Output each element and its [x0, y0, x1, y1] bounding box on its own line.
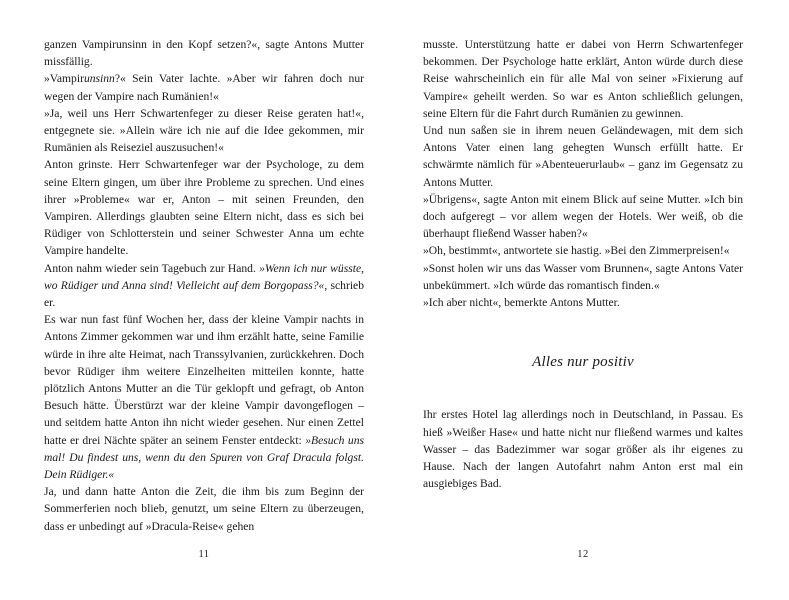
left-page-text — [44, 36, 364, 535]
right-paragraphs-after-heading — [423, 406, 743, 492]
paragraph — [44, 36, 364, 70]
paragraph — [423, 191, 743, 243]
paragraph — [423, 122, 743, 191]
text-run: »Ja, weil uns Herr Schwartenfeger zu dieser Reise geraten hat!«, entgegnete sie. »Allein wäre ich nie auf die Idee gekommen, mir Rumänien als Reiseziel auszusuchen!« — [44, 106, 364, 155]
paragraph — [423, 260, 743, 294]
italic-text: »Wenn ich nur wüsste, wo Rüdiger und Anna sind! Vielleicht auf dem Borgopass?« — [44, 261, 364, 292]
text-run: ganzen Vampirunsinn in den Kopf setzen?«, sagte Antons Mutter missfällig. — [44, 38, 364, 69]
text-run: Ihr erstes Hotel lag allerdings noch in Deutschland, in Passau. Es hieß »Weißer Hase« und hatte nicht nur fließend warmes und kaltes Wasser – das Badezimmer war sogar größer als ihr eigenes zu Hause. Nach der langen Autofahrt nahm Anton erst mal ein ausgiebiges Bad. — [423, 408, 743, 491]
text-run: Anton nahm wieder sein Tagebuch zur Hand. — [44, 261, 260, 275]
right-page-text — [423, 36, 743, 492]
paragraph — [44, 483, 364, 535]
paragraph — [423, 242, 743, 259]
paragraph — [44, 156, 364, 259]
text-run: Anton grinste. Herr Schwartenfeger war der Psychologe, zu dem seine Eltern gingen, um über ihre Probleme zu sprechen. Und eines ihrer »Probleme« war er, Anton – mit seinen Freunden, den Vampiren. Allerdings glaubten seine Eltern nicht, dass es sich bei Rüdiger von Schlotterstein und seiner Schwester Anna um echte Vampire handelte. — [44, 158, 364, 258]
text-run: Es war nun fast fünf Wochen her, dass der kleine Vampir nachts in Antons Zimmer gekommen war und ihm erzählt hatte, seine Familie würde in ihre alte Heimat, nach Transsylvanien, zurückkehren. Doch bevor Rüdiger ihm weitere Einzelheiten mitteilen konnte, hatte plötzlich Antons Mutter an die Tür geklopft und gefragt, ob Anton Besuch hätte. Überstürzt war der kleine Vampir davongeflogen – und seitdem hatte Anton ihn nicht wieder gesehen. Nur einen Zettel hatte er drei Nächte später an seinem Fenster entdeckt: — [44, 313, 364, 447]
paragraph — [423, 406, 743, 492]
text-run: , schrieb er. — [44, 278, 364, 310]
paragraph — [44, 105, 364, 157]
text-run: »Ich aber nicht«, bemerkte Antons Mutter. — [423, 296, 620, 310]
paragraph — [44, 70, 364, 104]
chapter-heading: Alles nur positiv — [532, 354, 634, 371]
text-run: »Sonst holen wir uns das Wasser vom Brunnen«, sagte Antons Vater unbekümmert. »Ich würde das romantisch finden.« — [423, 261, 743, 292]
text-run: »Vampir — [44, 72, 84, 86]
text-run: Ja, und dann hatte Anton die Zeit, die ihm bis zum Beginn der Sommerferien noch blieb, genutzt, um seine Eltern zu überzeugen, dass er unbedingt auf »Dracula-Reise« gehen — [44, 485, 364, 533]
paragraph — [44, 260, 364, 312]
paragraph — [44, 311, 364, 483]
text-run: »Oh, bestimmt«, antwortete sie hastig. »Bei den Zimmerpreisen!« — [423, 244, 730, 258]
text-run: Und nun saßen sie in ihrem neuen Geländewagen, mit dem sich Antons Vater einen lang gehegten Wunsch erfüllt hatte. Er schwärmte nämlich für »Abenteuerurlaub« – ganz im Gegensatz zu Antons Mutter. — [423, 124, 743, 189]
right-paragraphs-before-heading — [423, 36, 743, 311]
text-run: musste. Unterstützung hatte er dabei von Herrn Schwartenfeger bekommen. Der Psychologe hatte erklärt, Anton würde durch diese Reise wahrscheinlich ein für alle Mal von seiner »Fixierung auf Vampire« geheilt werden. So war es Anton schließlich gelungen, seine Eltern für die Fahrt durch Rumänien zu gewinnen. — [423, 38, 743, 120]
paragraph — [423, 294, 743, 311]
right-page-number: 12 — [577, 549, 589, 560]
paragraph — [423, 36, 743, 122]
text-run: »Übrigens«, sagte Anton mit einem Blick auf seine Mutter. »Ich bin doch aufgeregt – vor allem wegen der Hotels. Wer weiß, ob die überhaupt fließend Wasser haben?« — [423, 192, 743, 241]
italic-text: unsinn — [83, 72, 115, 86]
italic-text: »Besuch uns mal! Du findest uns, wenn du den Spuren von Graf Dracula folgst. Dein Rüdiger.« — [44, 433, 364, 482]
text-run: ?« Sein Vater lachte. »Aber wir fahren doch nur wegen der Vampire nach Rumänien!« — [44, 72, 364, 103]
left-page-number: 11 — [198, 549, 210, 560]
